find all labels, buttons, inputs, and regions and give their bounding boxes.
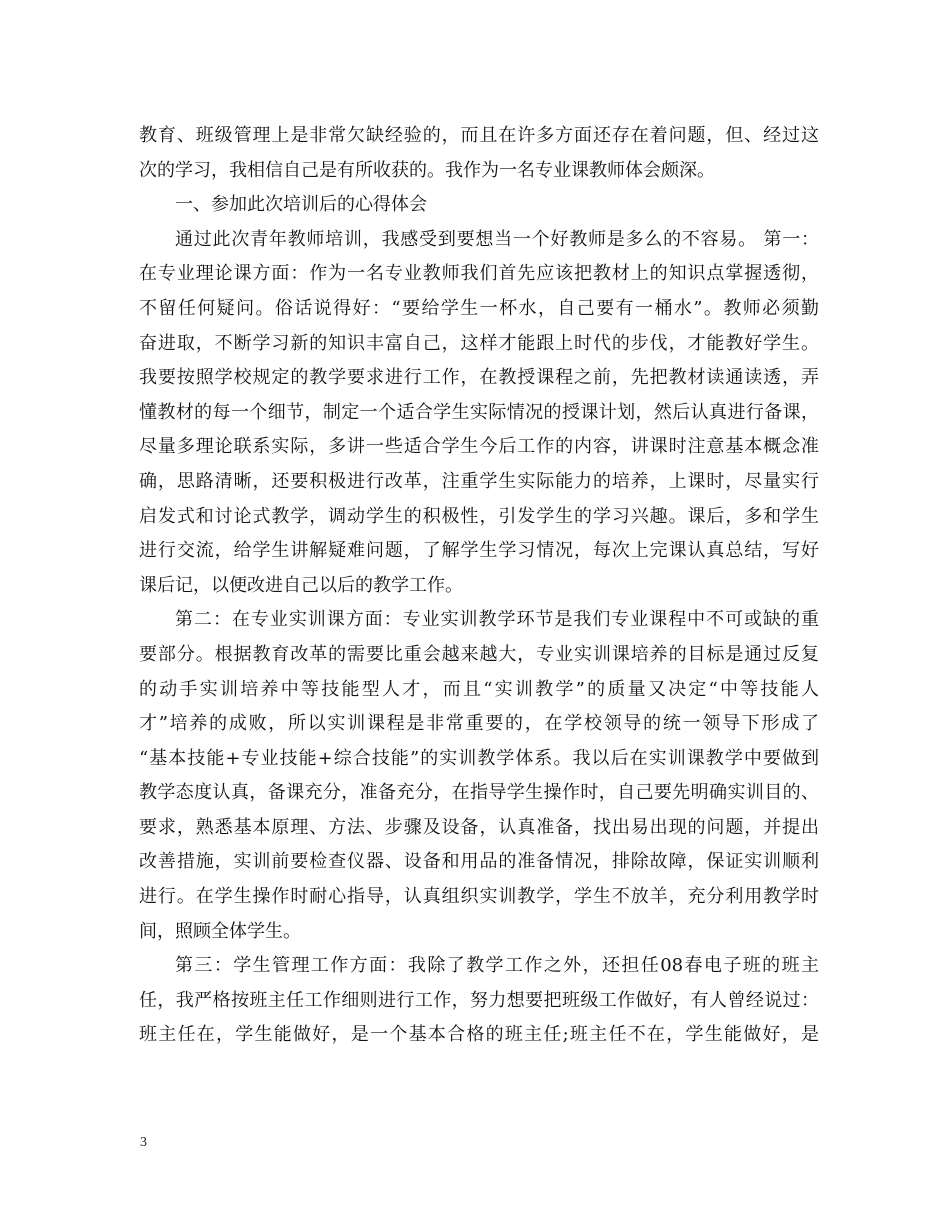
text-line: 改善措施，实训前要检查仪器、设备和用品的准备情况，排除故障，保证实训顺利 — [139, 851, 819, 873]
text-line: 进行交流，给学生讲解疑难问题，了解学生学习情况，每次上完课认真总结，写好 — [139, 540, 819, 562]
text-line: 的动手实训培养中等技能型人才，而且“实训教学”的质量又决定“中等技能人 — [139, 678, 819, 700]
text-line: 才”培养的成败，所以实训课程是非常重要的，在学校领导的统一领导下形成了 — [139, 713, 819, 735]
body-text — [139, 119, 819, 1053]
text-line: 班主任在，学生能做好，是一个基本合格的班主任;班主任不在，学生能做好，是 — [139, 1024, 819, 1046]
text-line: 课后记，以便改进自己以后的教学工作。 — [139, 574, 463, 596]
text-line: 任，我严格按班主任工作细则进行工作，努力想要把班级工作做好，有人曾经说过： — [139, 989, 819, 1011]
text-line: 教育、班级管理上是非常欠缺经验的，而且在许多方面还存在着问题，但、经过这 — [139, 125, 819, 146]
text-line: 通过此次青年教师培训，我感受到要想当一个好教师是多么的不容易。 第一： — [175, 228, 819, 250]
text-line: 我要按照学校规定的教学要求进行工作，在教授课程之前，先把教材读通读透，弄 — [139, 367, 819, 389]
text-line: 第二：在专业实训课方面：专业实训教学环节是我们专业课程中不可或缺的重 — [175, 609, 819, 631]
text-line: 奋进取，不断学习新的知识丰富自己，这样才能跟上时代的步伐，才能教好学生。 — [139, 332, 819, 354]
text-line: 次的学习，我相信自己是有所收获的。我作为一名专业课教师体会颇深。 — [139, 159, 715, 181]
text-line: 在专业理论课方面：作为一名专业教师我们首先应该把教材上的知识点掌握透彻， — [139, 263, 819, 285]
text-line: 进行。在学生操作时耐心指导，认真组织实训教学，学生不放羊，充分利用教学时 — [139, 886, 819, 908]
text-line: 要部分。根据教育改革的需要比重会越来越大，专业实训课培养的目标是通过反复 — [139, 643, 819, 665]
text-line: 懂教材的每一个细节，制定一个适合学生实际情况的授课计划，然后认真进行备课， — [139, 401, 819, 423]
text-line: 一、参加此次培训后的心得体会 — [175, 194, 427, 216]
text-line: 启发式和讨论式教学，调动学生的积极性，引发学生的学习兴趣。课后，多和学生 — [139, 505, 819, 527]
text-line: 不留任何疑问。俗话说得好：“要给学生一杯水，自己要有一桶水”。教师必须勤 — [139, 297, 819, 319]
text-line: 尽量多理论联系实际，多讲一些适合学生今后工作的内容，讲课时注意基本概念准 — [139, 436, 819, 458]
text-line: 要求，熟悉基本原理、方法、步骤及设备，认真准备，找出易出现的问题，并提出 — [139, 816, 819, 838]
text-line: 教学态度认真，备课充分，准备充分，在指导学生操作时，自己要先明确实训目的、 — [139, 782, 819, 804]
text-line: 确，思路清晰，还要积极进行改革，注重学生实际能力的培养，上课时，尽量实行 — [139, 470, 819, 492]
text-line: 间，照顾全体学生。 — [139, 920, 301, 942]
text-line: 第三：学生管理工作方面：我除了教学工作之外，还担任08春电子班的班主 — [175, 955, 819, 977]
page-number: 3 — [140, 1135, 147, 1150]
text-line: “基本技能+专业技能+综合技能”的实训教学体系。我以后在实训课教学中要做到 — [139, 747, 819, 769]
